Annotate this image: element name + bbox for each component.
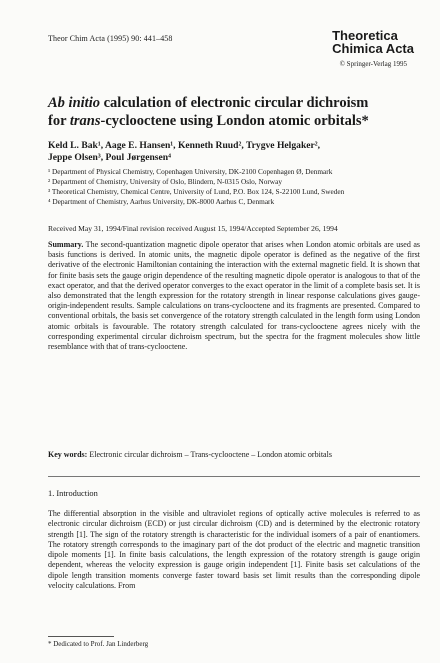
- intro-paragraph: The differential absorption in the visible and ultraviolet regions of optically active molecules is referred to as electronic circular dichroism (ECD) or just circular dichroism (CD) and is determined by the electronic rotatory strength [1]. The sign of the rotatory strength is characteristic for the individual isomers of a pair of enantiomers. The rotatory strength corresponds to the imaginary part of the dot product of the electric and magnetic transition dipole moments [1]. In finite basis calculations, the length expression of the rotatory strength is gauge origin dependent, whereas the velocity expression is gauge origin independent [1]. Finite basis set calculations of the dipole length transition moments converge faster toward basis set limit results than the corresponding dipole velocity calculations. From: [48, 509, 420, 591]
- received-dates: Received May 31, 1994/Final revision received August 15, 1994/Accepted September 26, 1994: [48, 224, 338, 233]
- paper-title: [48, 94, 418, 130]
- summary-text: The second-quantization magnetic dipole operator that arises when London atomic orbitals are used as basis functions is derived. In atomic units, the magnetic dipole operator is defined as the negative of the first derivative of the electronic Hamiltonian containing the interaction with the external magnetic field. It is shown that for finite basis sets the gauge origin dependence of the resulting magnetic dipole operator is analogous to that of the exact operator, and that the derived operator converges to the exact operator in the limit of a complete basis set. It is also demonstrated that the length expression for the rotatory strength in linear response calculations gives gauge-origin-independent results. Sample calculations on trans-cyclooctene and its fragments are presented. Compared to conventional orbitals, the basis set convergence of the rotatory strength calculated in the length form using London atomic orbitals is favourable. The rotatory strength calculated for trans-cyclooctene agrees nicely with the corresponding experimental circular dichroism spectrum, but the spectra for the fragment molecules show little resemblance with that of trans-cyclooctene.: [48, 240, 420, 352]
- footnote-rule: [48, 636, 114, 637]
- affiliations: [48, 167, 420, 207]
- journal-name-line1: Theoretica: [332, 28, 398, 43]
- section-heading: 1. Introduction: [48, 489, 98, 498]
- authors-line1: Keld L. Bak¹, Aage E. Hansen¹, Kenneth Ruud², Trygve Helgaker²,: [48, 140, 321, 151]
- summary-paragraph: [48, 240, 420, 352]
- keywords: [48, 450, 420, 460]
- affiliation-4: ⁴ Department of Chemistry, Aarhus University, DK-8000 Aarhus C, Denmark: [48, 197, 275, 206]
- title-for: for: [48, 113, 70, 129]
- divider-rule: [48, 476, 420, 477]
- keywords-label: Key words:: [48, 450, 88, 459]
- affiliation-1: ¹ Department of Physical Chemistry, Copenhagen University, DK-2100 Copenhagen Ø, Denmark: [48, 167, 333, 176]
- title-part1: calculation of electronic circular dichroism: [99, 95, 369, 111]
- author-list: [48, 140, 420, 164]
- journal-name-line2: Chimica Acta: [332, 41, 414, 56]
- authors-line2: Jeppe Olsen³, Poul Jørgensen⁴: [48, 152, 172, 163]
- affiliation-3: ³ Theoretical Chemistry, Chemical Centre, University of Lund, P.O. Box 124, S-22100 Lund, Sweden: [48, 187, 345, 196]
- footnote: * Dedicated to Prof. Jan Linderberg: [48, 640, 149, 648]
- title-italic-prefix: Ab initio: [48, 95, 100, 111]
- affiliation-2: ² Department of Chemistry, University of Oslo, Blindern, N-0315 Oslo, Norway: [48, 177, 282, 186]
- journal-name: [332, 29, 414, 55]
- publisher-line: © Springer-Verlag 1995: [339, 60, 407, 68]
- title-part2: -cyclooctene using London atomic orbitals*: [100, 113, 369, 129]
- keywords-text: Electronic circular dichroism – Trans-cyclooctene – London atomic orbitals: [87, 450, 332, 459]
- journal-citation: Theor Chim Acta (1995) 90: 441–458: [48, 34, 173, 43]
- title-trans: trans: [69, 113, 101, 129]
- summary-label: Summary.: [48, 240, 84, 249]
